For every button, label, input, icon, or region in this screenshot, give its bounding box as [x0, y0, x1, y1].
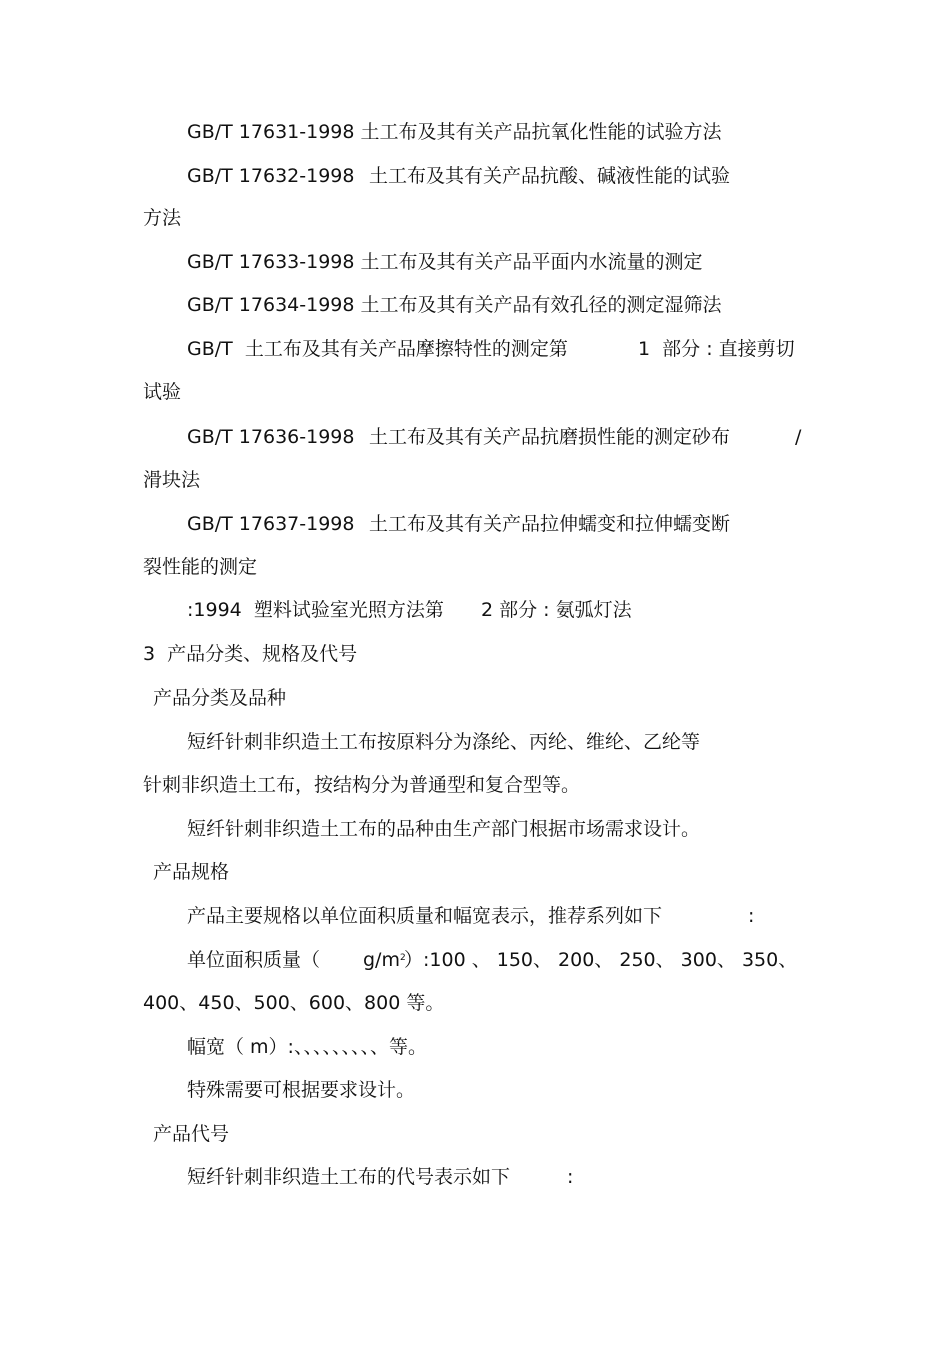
text-segment: 土工布及其有关产品抗酸、碱液性能的试验: [369, 165, 731, 187]
text-segment: 裂性能的测定: [143, 556, 258, 578]
text-line: [0, 380, 182, 428]
text-segment: 滑块法: [143, 469, 201, 491]
text-segment: ）:100 、 150、 200、 250、 300、 350、: [404, 949, 798, 971]
text-segment: :: [748, 905, 755, 927]
text-line: [0, 468, 201, 516]
text-segment: [363, 948, 406, 972]
text-line: [0, 1078, 416, 1126]
text-segment: GB/T 17631-1998 土工布及其有关产品抗氧化性能的试验方法: [187, 121, 722, 143]
text-segment: GB/T 17636-1998: [187, 426, 355, 448]
text-line: [0, 1165, 574, 1237]
text-line: [0, 991, 445, 1039]
text-line: [0, 120, 722, 168]
text-segment: :1994 塑料试验室光照方法第: [187, 599, 444, 621]
text-segment: GB/T 17637-1998: [187, 513, 355, 535]
text-segment: GB/T 17633-1998 土工布及其有关产品平面内水流量的测定: [187, 251, 703, 273]
text-segment: 幅宽（ m）:、、、、、、、、、等。: [187, 1036, 427, 1058]
text-line: [0, 773, 581, 821]
text-line: [0, 206, 182, 254]
text-segment: 短纤针刺非织造土工布的品种由生产部门根据市场需求设计。: [187, 818, 701, 840]
text-segment: GB/T 17634-1998 土工布及其有关产品有效孔径的测定湿筛法: [187, 294, 722, 316]
text-segment: :: [567, 1166, 574, 1188]
text-segment: 针刺非织造土工布，按结构分为普通型和复合型等。: [143, 774, 581, 796]
subsection-heading: [0, 686, 287, 734]
subsection-heading: [0, 1122, 230, 1170]
subsection-heading: [0, 860, 230, 908]
text-line: [0, 817, 701, 865]
text-segment: 特殊需要可根据要求设计。: [187, 1079, 416, 1101]
text-segment: 产品规格: [153, 861, 230, 883]
section-heading: [0, 642, 358, 690]
text-segment: GB/T 17632-1998: [187, 165, 355, 187]
text-line: [0, 1035, 427, 1083]
unit-text: g/m: [363, 949, 400, 971]
text-segment: 试验: [143, 381, 182, 403]
text-segment: 产品分类及品种: [153, 687, 287, 709]
text-segment: 短纤针刺非织造土工布的代号表示如下: [187, 1166, 511, 1188]
text-line: [0, 555, 258, 603]
text-segment: 400、450、500、600、800 等。: [143, 992, 445, 1014]
text-segment: 1 部分 : 直接剪切: [638, 338, 795, 360]
text-line: [0, 730, 701, 778]
text-segment: 单位面积质量（: [187, 949, 321, 971]
text-line: [0, 293, 722, 341]
text-segment: 土工布及其有关产品抗磨损性能的测定砂布: [369, 426, 731, 448]
text-line: [0, 250, 703, 298]
text-segment: 产品代号: [153, 1123, 230, 1145]
unit-superscript: 2: [399, 953, 406, 963]
text-segment: 产品主要规格以单位面积质量和幅宽表示，推荐系列如下: [187, 905, 663, 927]
text-segment: 短纤针刺非织造土工布按原料分为涤纶、丙纶、维纶、乙纶等: [187, 731, 701, 753]
text-segment: /: [795, 426, 802, 448]
text-segment: 方法: [143, 207, 182, 229]
text-segment: GB/T 土工布及其有关产品摩擦特性的测定第: [187, 338, 568, 360]
text-segment: 土工布及其有关产品拉伸蠕变和拉伸蠕变断: [369, 513, 731, 535]
text-segment: 3 产品分类、规格及代号: [143, 643, 358, 665]
text-segment: 2 部分 : 氨弧灯法: [481, 599, 632, 621]
